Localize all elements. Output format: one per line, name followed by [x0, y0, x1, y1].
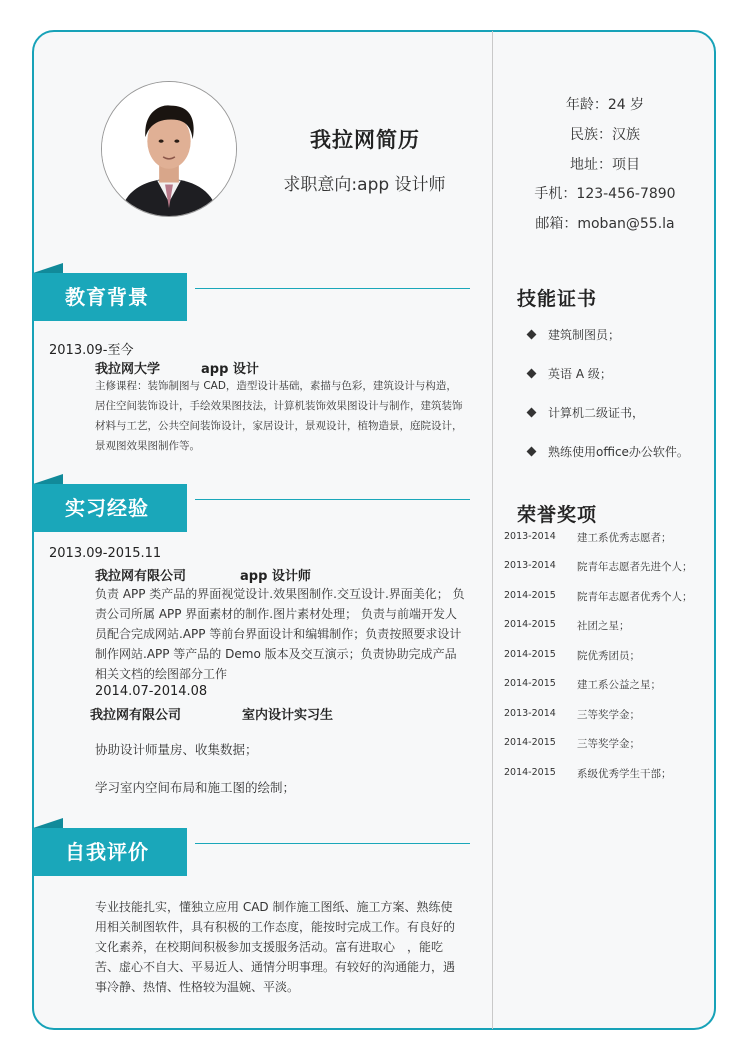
honor-name: 建工系优秀志愿者；: [577, 532, 672, 544]
info-address: 地址：项目: [570, 157, 640, 173]
honor-name: 系级优秀学生干部；: [577, 768, 672, 780]
section-corner-fold: [33, 263, 63, 273]
honors-title: 荣誉奖项: [517, 504, 598, 526]
diamond-bullet-icon: [527, 447, 537, 457]
honor-year: 2013-2014: [504, 560, 556, 571]
honor-year: 2014-2015: [504, 649, 556, 660]
school-name: 我拉网大学: [95, 362, 161, 377]
info-ethnicity: 民族：汉族: [570, 127, 640, 143]
section-title: 实习经验: [33, 484, 187, 532]
section-corner-fold: [33, 474, 63, 484]
job2-duty-2: 学习室内空间布局和施工图的绘制；: [95, 780, 296, 795]
info-email: 邮箱：moban@55.la: [535, 216, 675, 232]
job2-role: 室内设计实习生: [242, 708, 334, 723]
honor-name: 社团之星；: [577, 620, 630, 632]
honor-year: 2013-2014: [504, 531, 556, 542]
skill-item: 建筑制图员；: [528, 326, 620, 343]
avatar: [101, 81, 237, 217]
skill-item: 计算机二级证书，: [528, 404, 644, 421]
resume-name: 我拉网简历: [310, 128, 420, 152]
honor-year: 2014-2015: [504, 737, 556, 748]
honor-year: 2014-2015: [504, 678, 556, 689]
section-title: 教育背景: [33, 273, 187, 321]
diamond-bullet-icon: [527, 369, 537, 379]
section-rule: [195, 843, 470, 844]
job1-description: 负责 APP 类产品的界面视觉设计.效果图制作.交互设计.界面美化； 负责公司所属 APP 界面素材的制作.图片素材处理； 负责与前端开发人员配合完成网站.APP 等前台界面设计和编辑制作；负责按照要求设计制作网站.APP 等产品的 Demo 版本及交互演示；负责协助完成产品相关文档的绘图部分工作: [95, 587, 465, 681]
education-courses: 主修课程：装饰制图与 CAD，造型设计基础，素描与色彩，建筑设计与构造，居住空间装饰设计，手绘效果图技法，计算机装饰效果图设计与制作，建筑装饰材料与工艺，公共空间装饰设计，家居设计，景观设计，植物造景，庭院设计，景观图效果图制作等。: [95, 380, 463, 452]
job2-company: 我拉网有限公司: [90, 708, 182, 723]
job-intent: 求职意向:app 设计师: [283, 175, 446, 195]
job2-period: 2014.07-2014.08: [95, 684, 208, 699]
honor-name: 院青年志愿者先进个人；: [577, 561, 693, 573]
education-major: app 设计: [201, 362, 259, 377]
section-rule: [195, 499, 470, 500]
honor-name: 院优秀团员；: [577, 650, 640, 662]
honor-name: 三等奖学金；: [577, 738, 640, 750]
honor-year: 2014-2015: [504, 619, 556, 630]
diamond-bullet-icon: [527, 408, 537, 418]
section-corner-fold: [33, 818, 63, 828]
honor-year: 2014-2015: [504, 590, 556, 601]
honor-name: 院青年志愿者优秀个人；: [577, 591, 693, 603]
info-age: 年龄：24 岁: [565, 97, 645, 113]
diamond-bullet-icon: [527, 330, 537, 340]
job1-company: 我拉网有限公司: [95, 569, 187, 584]
info-phone: 手机：123-456-7890: [534, 186, 676, 202]
section-title: 自我评价: [33, 828, 187, 876]
honor-name: 三等奖学金；: [577, 709, 640, 721]
honor-year: 2014-2015: [504, 767, 556, 778]
job1-period: 2013.09-2015.11: [49, 546, 162, 561]
column-divider: [492, 31, 493, 1029]
skill-item: 英语 A 级；: [528, 365, 612, 382]
section-rule: [195, 288, 470, 289]
education-period: 2013.09-至今: [49, 343, 134, 358]
job2-duty-1: 协助设计师量房、收集数据；: [95, 742, 258, 757]
self-evaluation-text: 专业技能扎实，懂独立应用 CAD 制作施工图纸、施工方案、熟练使用相关制图软件，具有积极的工作态度，能按时完成工作。有良好的文化素养，在校期间积极参加支援服务活动。富有进取心 ，能吃苦、虚心不自大、平易近人、通情分明事理。有较好的沟通能力，遇事冷静、热情、性格较为温婉、平淡。: [95, 900, 456, 994]
honor-name: 建工系公益之星；: [577, 679, 661, 691]
skills-title: 技能证书: [517, 288, 598, 310]
skill-item: 熟练使用office办公软件。: [528, 443, 689, 460]
job1-role: app 设计师: [240, 569, 311, 584]
honor-year: 2013-2014: [504, 708, 556, 719]
portrait-image: [102, 82, 236, 216]
